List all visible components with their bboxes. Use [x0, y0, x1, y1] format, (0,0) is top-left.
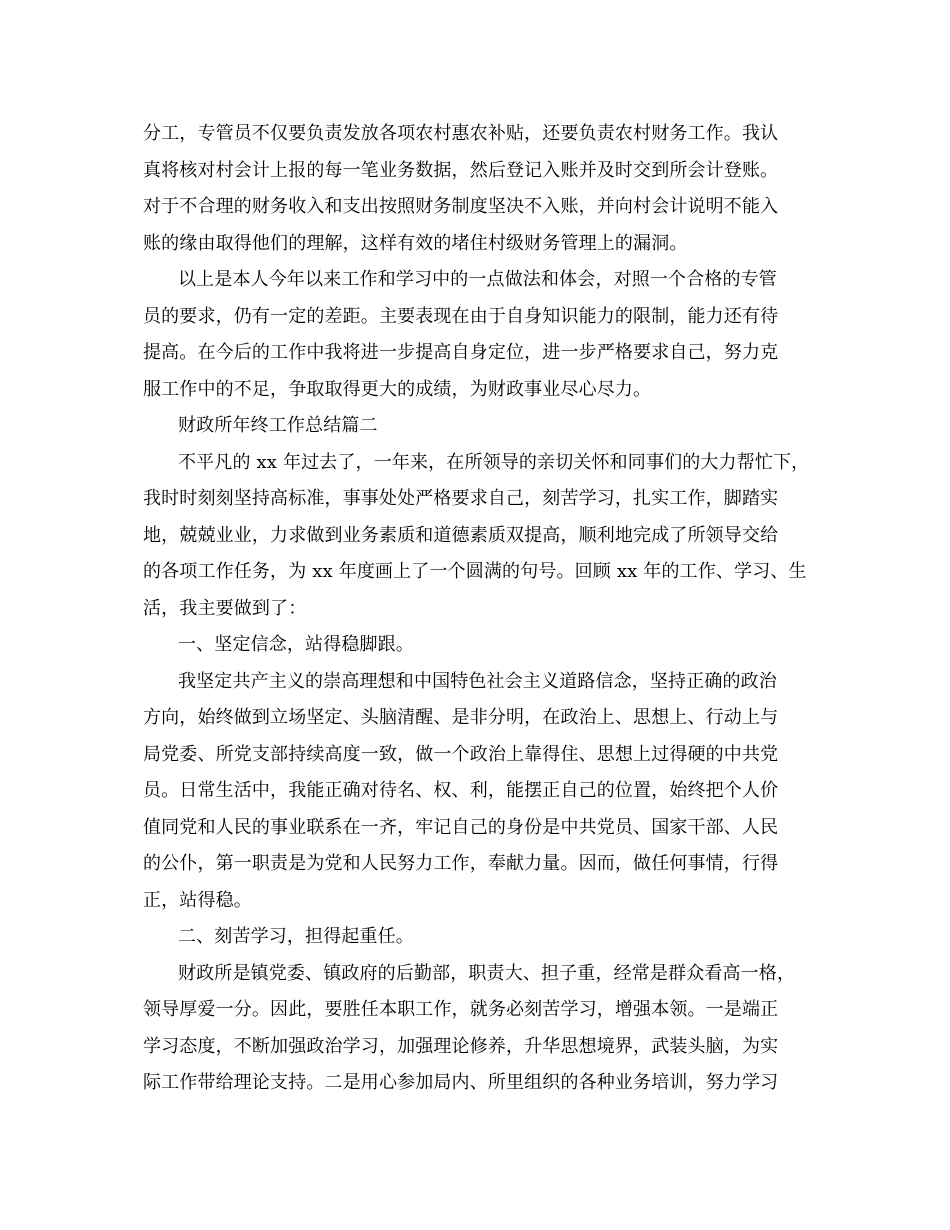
- text-line: 提高。在今后的工作中我将进一步提高自身定位，进一步严格要求自己，努力克: [143, 342, 779, 363]
- text-line: 分工，专管员不仅要负责发放各项农村惠农补贴，还要负责农村财务工作。我认: [143, 123, 779, 144]
- text-line: 不平凡的 xx 年过去了，一年来，在所领导的亲切关怀和同事们的大力帮忙下，: [178, 451, 810, 473]
- text-line: 局党委、所党支部持续高度一致，做一个政治上靠得住、思想上过得硬的中共党: [143, 743, 779, 765]
- text-line: 一、坚定信念，站得稳脚跟。: [178, 634, 414, 655]
- text-line: 地，兢兢业业，力求做到业务素质和道德素质双提高，顺利地完成了所领导交给: [143, 524, 779, 546]
- text-line: 服工作中的不足，争取取得更大的成绩，为财政事业尽心尽力。: [143, 378, 652, 400]
- text-line: 以上是本人今年以来工作和学习中的一点做法和体会，对照一个合格的专管: [178, 269, 777, 290]
- text-line: 值同党和人民的事业联系在一齐，牢记自己的身份是中共党员、国家干部、人民: [143, 816, 779, 838]
- text-line: 领导厚爱一分。因此，要胜任本职工作，就务必刻苦学习，增强本领。一是端正: [143, 999, 779, 1020]
- text-line: 二、刻苦学习，担得起重任。: [178, 926, 414, 947]
- text-line: 际工作带给理论支持。二是用心参加局内、所里组织的各种业务培训，努力学习: [143, 1072, 779, 1093]
- text-line: 方向，始终做到立场坚定、头脑清醒、是非分明，在政治上、思想上、行动上与: [143, 707, 779, 728]
- text-line: 财政所年终工作总结篇二: [178, 415, 378, 436]
- text-line: 我时时刻刻坚持高标准，事事处处严格要求自己，刻苦学习，扎实工作，脚踏实: [143, 488, 779, 509]
- text-line: 的各项工作任务，为 xx 年度画上了一个圆满的句号。回顾 xx 年的工作、学习、生: [143, 561, 807, 582]
- text-line: 财政所是镇党委、镇政府的后勤部，职责大、担子重，经常是群众看高一格，: [178, 962, 796, 984]
- text-line: 正，站得稳。: [143, 889, 252, 911]
- text-line: 账的缘由取得他们的理解，这样有效的堵住村级财务管理上的漏洞。: [143, 232, 688, 254]
- text-line: 学习态度，不断加强政治学习，加强理论修养，升华思想境界，武装头脑，为实: [143, 1035, 779, 1057]
- text-line: 对于不合理的财务收入和支出按照财务制度坚决不入账，并向村会计说明不能入: [143, 196, 779, 217]
- text-line: 员。日常生活中，我能正确对待名、权、利，能摆正自己的位置，始终把个人价: [143, 780, 779, 801]
- text-line: 活，我主要做到了：: [143, 597, 307, 619]
- text-line: 的公仆，第一职责是为党和人民努力工作，奉献力量。因而，做任何事情，行得: [143, 853, 779, 874]
- document-body: [143, 116, 813, 1102]
- text-line: 真将核对村会计上报的每一笔业务数据，然后登记入账并及时交到所会计登账。: [143, 159, 779, 181]
- text-line: 员的要求，仍有一定的差距。主要表现在由于自身知识能力的限制，能力还有待: [143, 305, 779, 327]
- text-line: 我坚定共产主义的崇高理想和中国特色社会主义道路信念，坚持正确的政治: [178, 670, 777, 692]
